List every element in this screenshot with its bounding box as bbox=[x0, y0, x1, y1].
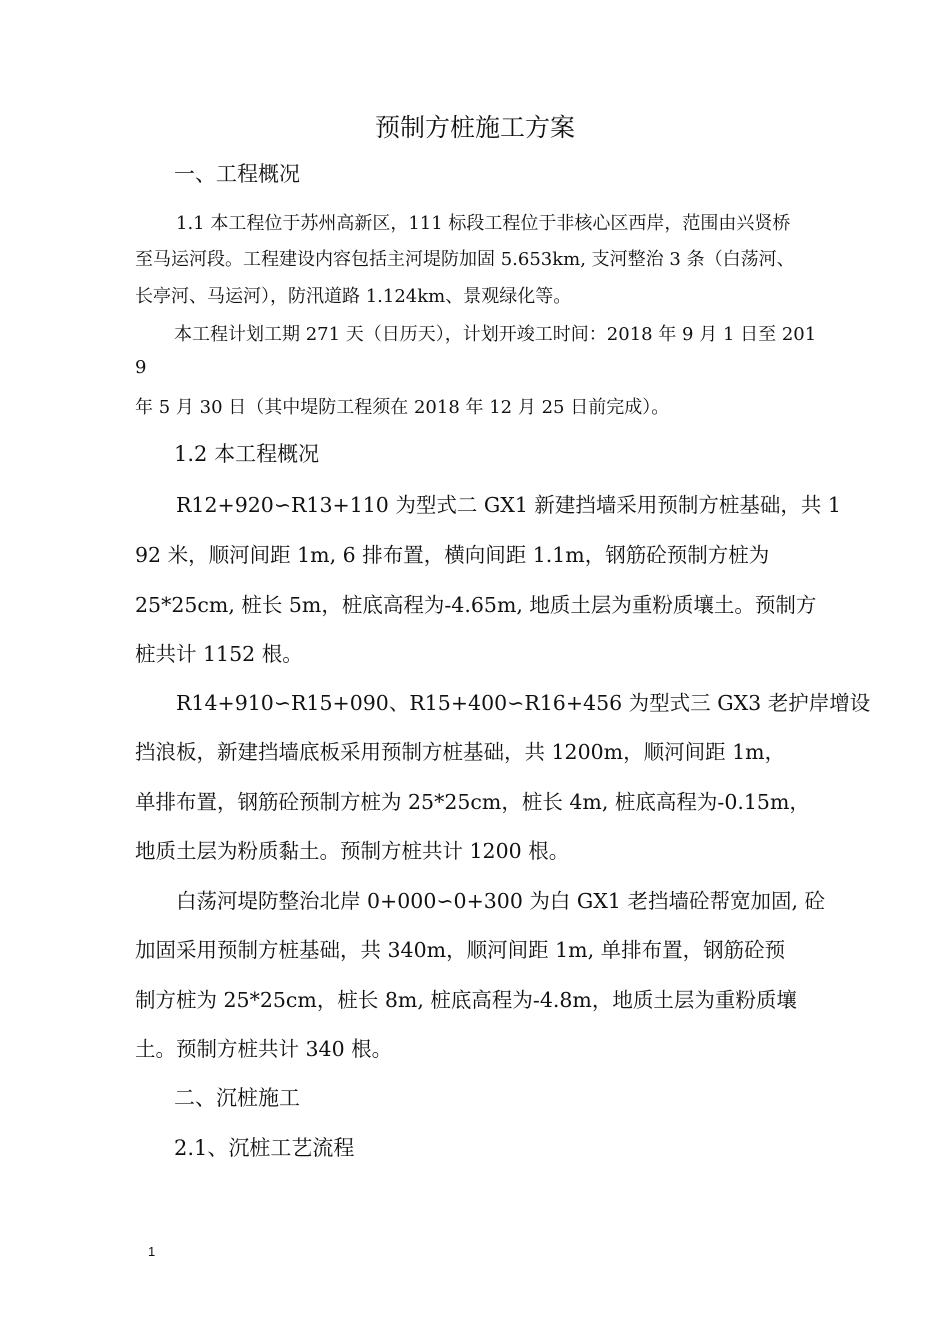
paragraph-1-1-line: 1.1 本工程位于苏州高新区，111 标段工程位于非核心区西岸，范围由兴贤桥 bbox=[176, 213, 791, 234]
page-number: 1 bbox=[148, 1244, 156, 1259]
paragraph-type3-line: 挡浪板，新建挡墙底板采用预制方桩基础，共 1200m，顺河间距 1m， bbox=[135, 740, 786, 764]
paragraph-baidang-line: 土。预制方桩共计 340 根。 bbox=[135, 1037, 393, 1061]
paragraph-baidang-line: 制方桩为 25*25cm，桩长 8m, 桩底高程为-4.8m，地质土层为重粉质壤 bbox=[135, 988, 797, 1012]
subsection-heading-2-1: 2.1、沉桩工艺流程 bbox=[174, 1136, 355, 1160]
paragraph-1-1-line: 长亭河、马运河），防汛道路 1.124km、景观绿化等。 bbox=[135, 286, 572, 307]
paragraph-schedule-line: 本工程计划工期 271 天（日历天），计划开竣工时间：2018 年 9 月 1 日至 201 bbox=[174, 324, 817, 345]
paragraph-type2-line: 25*25cm, 桩长 5m，桩底高程为-4.65m, 地质土层为重粉质壤土。预制方 bbox=[135, 593, 817, 617]
paragraph-baidang-line: 白荡河堤防整治北岸 0+000∽0+300 为白 GX1 老挡墙砼帮宽加固, 砼 bbox=[176, 889, 825, 913]
paragraph-baidang-line: 加固采用预制方桩基础，共 340m，顺河间距 1m, 单排布置，钢筋砼预 bbox=[135, 938, 786, 962]
paragraph-schedule-line: 9 bbox=[135, 357, 147, 378]
section-heading-overview: 一、工程概况 bbox=[174, 162, 300, 186]
paragraph-type2-line: 92 米，顺河间距 1m, 6 排布置，横向间距 1.1m，钢筋砼预制方桩为 bbox=[135, 543, 770, 567]
section-heading-pile-driving: 二、沉桩施工 bbox=[174, 1086, 300, 1110]
paragraph-type3-line: R14+910∽R15+090、R15+400∽R16+456 为型式三 GX3 老护岸增设 bbox=[176, 691, 871, 715]
document-title: 预制方桩施工方案 bbox=[374, 113, 575, 142]
paragraph-type2-line: R12+920∽R13+110 为型式二 GX1 新建挡墙采用预制方桩基础，共 1 bbox=[176, 493, 841, 517]
paragraph-type2-line: 桩共计 1152 根。 bbox=[135, 642, 303, 666]
subsection-heading-1-2: 1.2 本工程概况 bbox=[174, 442, 320, 466]
paragraph-type3-line: 地质土层为粉质黏土。预制方桩共计 1200 根。 bbox=[135, 839, 570, 863]
paragraph-schedule-line: 年 5 月 30 日（其中堤防工程须在 2018 年 12 月 25 日前完成）。 bbox=[135, 397, 670, 418]
paragraph-type3-line: 单排布置，钢筋砼预制方桩为 25*25cm，桩长 4m, 桩底高程为-0.15m， bbox=[135, 790, 810, 814]
paragraph-1-1-line: 至马运河段。工程建设内容包括主河堤防加固 5.653km, 支河整治 3 条（白荡河、 bbox=[135, 249, 795, 270]
